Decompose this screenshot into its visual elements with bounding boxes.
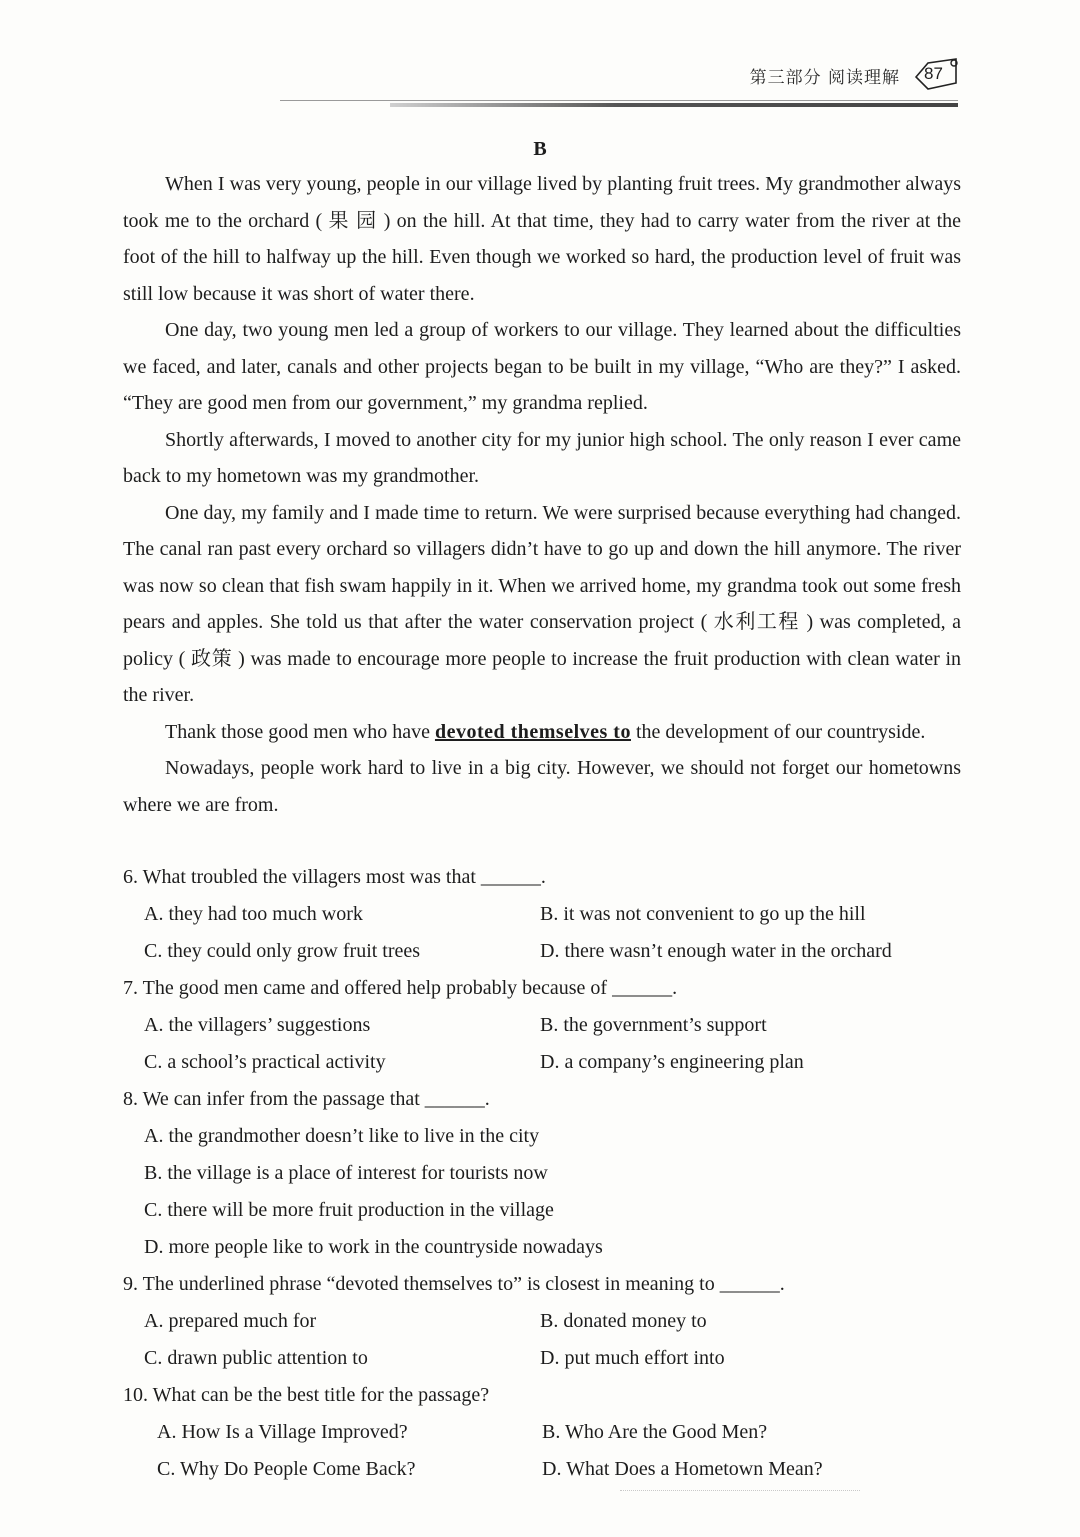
question-6 — [123, 859, 973, 970]
question-stem: 9. The underlined phrase “devoted themselves to” is closest in meaning to ______. — [123, 1273, 785, 1295]
options — [123, 1303, 973, 1377]
page-number-badge — [912, 55, 962, 95]
option-c: C. drawn public attention to — [144, 1347, 368, 1369]
page-number: 87 — [924, 64, 943, 83]
paragraph-2: One day, two young men led a group of workers to our village. They learned about the difficulties we faced, and later, canals and other projects began to be built in my village, “Who are they?” I asked. “They are good men from our government,” my grandma replied. — [123, 319, 961, 414]
page-header — [750, 55, 962, 95]
option-c: C. Why Do People Come Back? — [157, 1458, 416, 1480]
question-10 — [123, 1377, 973, 1488]
option-b: B. it was not convenient to go up the hill — [540, 903, 866, 925]
option-d: D. a company’s engineering plan — [540, 1051, 804, 1073]
options — [123, 1007, 973, 1081]
paragraph-5-after: the development of our countryside. — [630, 720, 926, 743]
question-stem: 8. We can infer from the passage that ______. — [123, 1088, 490, 1110]
options — [123, 1414, 973, 1488]
option-a: A. How Is a Village Improved? — [157, 1421, 408, 1443]
question-stem: 6. What troubled the villagers most was that ______. — [123, 866, 546, 888]
option-b: B. donated money to — [540, 1310, 707, 1332]
section-label: 第三部分 阅读理解 — [749, 67, 900, 88]
option-d: D. What Does a Hometown Mean? — [542, 1458, 823, 1480]
question-stem: 7. The good men came and offered help probably because of ______. — [123, 977, 678, 999]
option-c: C. there will be more fruit production in the village — [144, 1199, 554, 1221]
option-b: B. the government’s support — [540, 1014, 767, 1036]
option-c: C. a school’s practical activity — [144, 1051, 386, 1073]
options — [123, 1118, 973, 1266]
option-a: A. they had too much work — [144, 903, 363, 925]
underlined-phrase: devoted themselves to — [434, 720, 631, 743]
question-9 — [123, 1266, 973, 1377]
option-b: B. the village is a place of interest for tourists now — [144, 1162, 548, 1184]
option-a: A. the villagers’ suggestions — [144, 1014, 371, 1036]
paragraph-3: Shortly afterwards, I moved to another city for my junior high school. The only reason I ever came back to my hometown was my grandmother. — [123, 428, 961, 487]
question-list — [123, 859, 973, 1488]
question-8 — [123, 1081, 973, 1266]
footer-divider — [620, 1490, 860, 1494]
paragraph-4: One day, my family and I made time to return. We were surprised because everything had changed. The canal ran past every orchard so villagers didn’t have to go up and down the hill anymore. The river was now so clean that fish swam happily in it. When we arrived home, my grandma took out some fresh pears and apples. She told us that after the water conservation project ( 水利工程 ) was completed, a policy ( 政策 ) was made to encourage more people to increase the fruit production with clean water in the river. — [123, 501, 961, 706]
option-b: B. Who Are the Good Men? — [542, 1421, 768, 1443]
options — [123, 896, 973, 970]
paragraph-6: Nowadays, people work hard to live in a big city. However, we should not forget our hometowns where we are from. — [123, 757, 961, 816]
passage — [123, 166, 961, 823]
option-d: D. there wasn’t enough water in the orchard — [540, 940, 892, 962]
question-stem: 10. What can be the best title for the passage? — [123, 1384, 490, 1406]
paragraph-5-before: Thank those good men who have — [165, 720, 435, 743]
option-d: D. more people like to work in the countryside nowadays — [144, 1236, 603, 1258]
paragraph-1: When I was very young, people in our village lived by planting fruit trees. My grandmother always took me to the orchard ( 果 园 ) on the hill. At that time, they had to carry water from the river at the foot of the hill to halfway up the hill. Even though we worked so hard, the production level of fruit was still low because it was short of water there. — [123, 173, 961, 305]
option-c: C. they could only grow fruit trees — [144, 940, 421, 962]
option-a: A. prepared much for — [144, 1310, 317, 1332]
option-d: D. put much effort into — [540, 1347, 725, 1369]
question-7 — [123, 970, 973, 1081]
option-a: A. the grandmother doesn’t like to live in the city — [144, 1125, 540, 1147]
section-letter: B — [533, 138, 547, 160]
paragraph-5 — [123, 714, 961, 751]
header-rule — [280, 100, 958, 108]
